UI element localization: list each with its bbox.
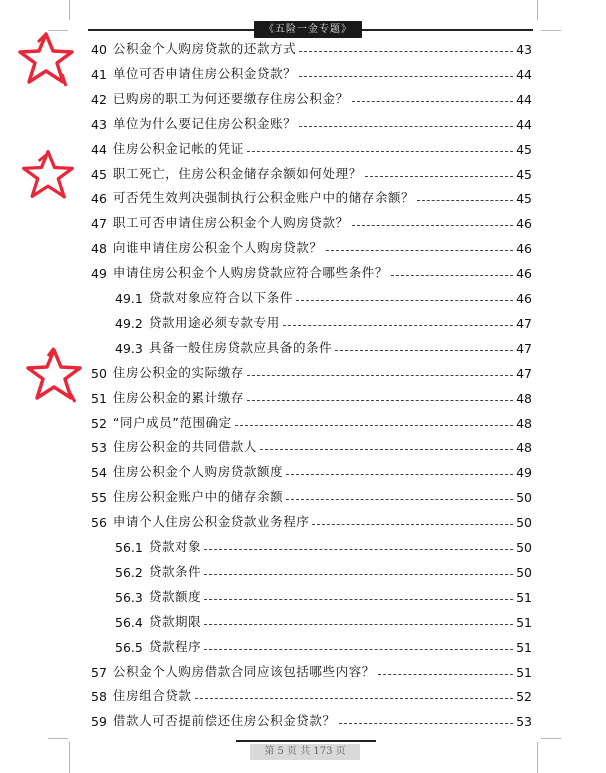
toc-entry-page: 51: [516, 614, 532, 630]
toc-subentry[interactable]: [115, 336, 532, 356]
toc-entry-title: 单位可否申请住房公积金贷款？: [112, 65, 297, 81]
toc-entry-title: 具备一般住房贷款应具备的条件: [148, 339, 333, 355]
toc-leader-line: [247, 400, 513, 401]
toc-leader-line: [335, 350, 513, 351]
toc-leader-line: [204, 649, 513, 650]
toc-leader-line: [204, 574, 513, 575]
toc-entry-page: 47: [516, 315, 532, 331]
toc-entry-number: 47: [91, 216, 107, 232]
toc-entry-number: 55: [91, 490, 107, 506]
toc-entry-number: 44: [91, 141, 107, 157]
toc-entry-number: 52: [91, 415, 107, 431]
toc-entry[interactable]: [91, 411, 532, 431]
toc-entry-title: 职工死亡，住房公积金储存余额如何处理？: [112, 165, 362, 181]
toc-leader-line: [391, 275, 513, 276]
toc-entry-number: 56.2: [115, 564, 143, 580]
toc-leader-line: [283, 325, 513, 326]
toc-entry-title: 可否凭生效判决强制执行公积金账户中的储存余额？: [112, 190, 415, 206]
toc-subentry[interactable]: [115, 610, 532, 630]
crop-mark-top-left-v: [69, 0, 70, 20]
toc-entry[interactable]: [91, 236, 532, 256]
toc-entry-number: 56.3: [115, 589, 143, 605]
toc-entry[interactable]: [91, 660, 532, 680]
crop-mark-bottom-left-v: [69, 742, 70, 773]
toc-entry-number: 40: [91, 42, 107, 57]
toc-leader-line: [417, 200, 513, 201]
toc-entry-page: 46: [516, 241, 532, 257]
toc-entry[interactable]: [91, 37, 532, 57]
toc-entry-number: 50: [91, 365, 107, 381]
toc-entry-title: 贷款条件: [148, 563, 202, 579]
toc-entry-title: 公积金个人购房借款合同应该包括哪些内容？: [112, 663, 375, 679]
toc-entry-number: 56: [91, 515, 107, 531]
toc-entry-number: 54: [91, 465, 107, 481]
toc-entry-page: 47: [516, 340, 532, 356]
toc-entry-page: 43: [516, 42, 532, 57]
crop-mark-bottom-left-h: [48, 738, 68, 739]
toc-entry-title: “同户成员”范围确定: [112, 414, 232, 430]
toc-entry-number: 48: [91, 241, 107, 257]
toc-subentry[interactable]: [115, 585, 532, 605]
toc-entry-title: 已购房的职工为何还要缴存住房公积金？: [112, 90, 349, 106]
toc-entry-number: 49.2: [115, 315, 143, 331]
toc-subentry[interactable]: [115, 560, 532, 580]
crop-mark-top-right-h: [541, 30, 561, 31]
toc-entry[interactable]: [91, 261, 532, 281]
toc-entry-page: 50: [516, 564, 532, 580]
toc-entry-title: 申请住房公积金个人购房贷款应符合哪些条件？: [112, 265, 389, 281]
toc-leader-line: [235, 425, 513, 426]
toc-entry-title: 住房公积金个人购房贷款额度: [112, 464, 284, 480]
toc-entry-page: 46: [516, 216, 532, 232]
toc-leader-line: [204, 549, 513, 550]
page-number-label: 第 5 页 共 173 页: [250, 744, 360, 760]
toc-entry-title: 住房组合贷款: [112, 688, 192, 704]
toc-entry-page: 44: [516, 91, 532, 107]
toc-entry[interactable]: [91, 684, 532, 704]
toc-entry-page: 50: [516, 515, 532, 531]
toc-entry-title: 住房公积金账户中的储存余额: [112, 489, 284, 505]
toc-leader-line: [204, 624, 513, 625]
toc-entry-page: 52: [516, 689, 532, 705]
star-annotation-1: [16, 28, 76, 88]
toc-entry-title: 贷款用途必须专款专用: [148, 314, 280, 330]
toc-entry-number: 56.5: [115, 639, 143, 655]
toc-leader-line: [312, 524, 513, 525]
toc-entry-number: 46: [91, 191, 107, 207]
toc-entry-number: 57: [91, 664, 107, 680]
toc-entry-number: 56.4: [115, 614, 143, 630]
toc-entry-page: 49: [516, 465, 532, 481]
toc-entry-number: 49: [91, 266, 107, 282]
toc-entry-title: 贷款额度: [148, 588, 202, 604]
toc-entry-number: 45: [91, 166, 107, 182]
toc-entry-number: 42: [91, 91, 107, 107]
toc-leader-line: [195, 698, 514, 699]
star-annotation-2: [20, 146, 76, 202]
toc-entry-page: 44: [516, 66, 532, 82]
toc-leader-line: [326, 250, 514, 251]
toc-entry-number: 58: [91, 689, 107, 705]
toc-entry-title: 申请个人住房公积金贷款业务程序: [112, 514, 310, 530]
toc-entry-page: 51: [516, 639, 532, 655]
toc-entry-page: 48: [516, 440, 532, 456]
toc-leader-line: [339, 723, 513, 724]
toc-leader-line: [204, 599, 513, 600]
toc-leader-line: [299, 51, 513, 52]
toc-entry-title: 贷款程序: [148, 638, 202, 654]
crop-mark-top-right-v: [537, 0, 538, 20]
crop-mark-bottom-right-h: [541, 738, 561, 739]
toc-subentry[interactable]: [115, 535, 532, 555]
toc-entry-page: 45: [516, 191, 532, 207]
toc-entry-title: 单位为什么要记住房公积金账？: [112, 115, 297, 131]
toc-leader-line: [247, 375, 513, 376]
toc-entry-page: 45: [516, 166, 532, 182]
toc-subentry[interactable]: [115, 286, 532, 306]
toc-leader-line: [299, 126, 513, 127]
toc-entry-page: 44: [516, 116, 532, 132]
toc-entry[interactable]: [91, 112, 532, 132]
toc-entry[interactable]: [91, 211, 532, 231]
toc-entry[interactable]: [91, 709, 532, 729]
toc-entry[interactable]: [91, 186, 532, 206]
toc-entry-number: 49.1: [115, 291, 143, 306]
toc-leader-line: [286, 474, 513, 475]
toc-entry-title: 住房公积金的实际缴存: [112, 364, 244, 380]
toc-entry-page: 47: [516, 365, 532, 381]
toc-entry-number: 59: [91, 714, 107, 730]
toc-entry-title: 住房公积金记帐的凭证: [112, 140, 244, 156]
toc-entry-title: 向谁申请住房公积金个人购房贷款？: [112, 240, 323, 256]
toc-entry-title: 贷款期限: [148, 613, 202, 629]
toc-entry-number: 51: [91, 390, 107, 406]
toc-entry-number: 53: [91, 440, 107, 456]
toc-entry-number: 43: [91, 116, 107, 132]
toc-entry[interactable]: [91, 510, 532, 530]
toc-subentry[interactable]: [115, 635, 532, 655]
toc-leader-line: [365, 176, 513, 177]
toc-entry-title: 住房公积金的共同借款人: [112, 439, 258, 455]
toc-entry[interactable]: [91, 62, 532, 82]
toc-entry-number: 41: [91, 66, 107, 82]
toc-subentry[interactable]: [115, 311, 532, 331]
toc-entry-title: 借款人可否提前偿还住房公积金贷款？: [112, 713, 336, 729]
toc-entry[interactable]: [91, 435, 532, 455]
header-tag: 《五险一金专题》: [254, 21, 362, 38]
toc-entry-page: 51: [516, 664, 532, 680]
toc-entry-page: 50: [516, 540, 532, 555]
toc-leader-line: [352, 225, 513, 226]
toc-entry-page: 51: [516, 589, 532, 605]
toc-entry[interactable]: [91, 386, 532, 406]
toc-entry-number: 49.3: [115, 340, 143, 356]
toc-entry-number: 56.1: [115, 540, 143, 555]
toc-entry[interactable]: [91, 162, 532, 182]
toc-entry-page: 53: [516, 714, 532, 730]
toc-entry-title: 公积金个人购房贷款的还款方式: [112, 41, 297, 56]
toc-entry-title: 住房公积金的累计缴存: [112, 389, 244, 405]
toc-leader-line: [299, 76, 513, 77]
toc-entry-title: 职工可否申请住房公积金个人购房贷款？: [112, 215, 349, 231]
toc-entry-title: 贷款对象: [148, 539, 202, 554]
toc-leader-line: [378, 674, 513, 675]
toc-entry-title: 贷款对象应符合以下条件: [148, 290, 293, 305]
toc-leader-line: [247, 151, 513, 152]
toc-entry-page: 48: [516, 390, 532, 406]
toc-entry[interactable]: [91, 361, 532, 381]
toc-entry-page: 45: [516, 141, 532, 157]
toc-leader-line: [296, 300, 513, 301]
toc-entry[interactable]: [91, 460, 532, 480]
footer-rule: [236, 740, 376, 742]
crop-mark-bottom-right-v: [537, 742, 538, 773]
toc-leader-line: [352, 101, 513, 102]
toc-entry-page: 48: [516, 415, 532, 431]
toc-entry[interactable]: [91, 485, 532, 505]
toc-entry-page: 46: [516, 266, 532, 282]
toc-entry-page: 50: [516, 490, 532, 506]
toc-entry[interactable]: [91, 137, 532, 157]
toc-entry-page: 46: [516, 291, 532, 306]
toc-entry[interactable]: [91, 87, 532, 107]
toc-leader-line: [260, 449, 513, 450]
star-annotation-3: [24, 344, 84, 404]
toc-leader-line: [286, 499, 513, 500]
